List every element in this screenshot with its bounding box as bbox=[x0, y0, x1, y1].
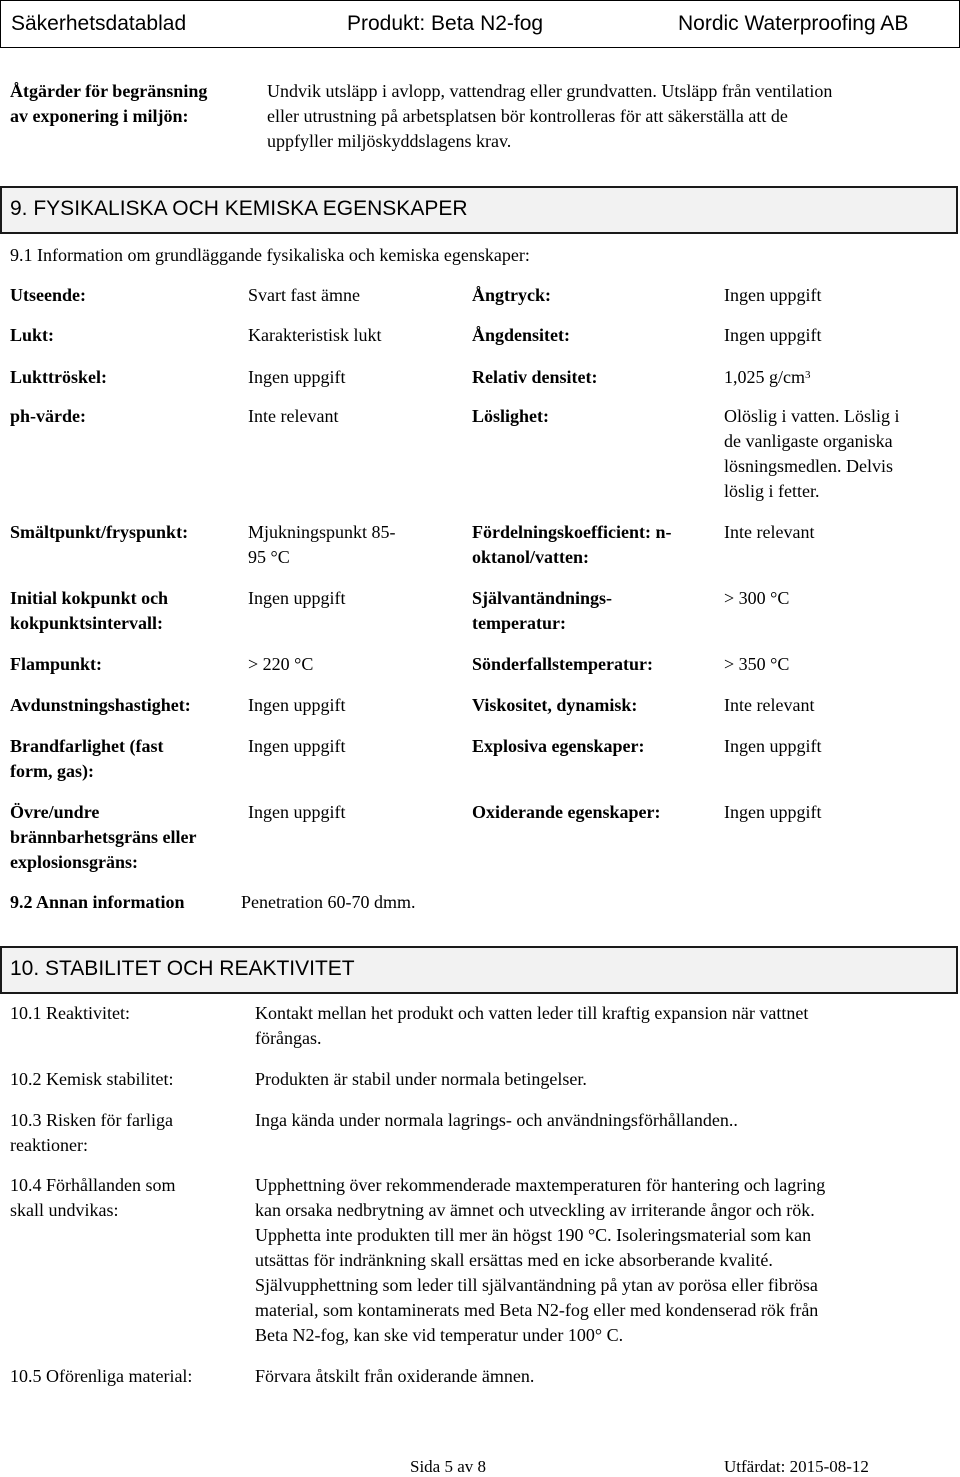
avdunstning-value: Ingen uppgift bbox=[248, 695, 346, 715]
reaktivitet-line-1: Kontakt mellan het produkt och vatten leder till kraftig expansion när vattnet bbox=[255, 1003, 809, 1023]
section-10-heading bbox=[0, 946, 958, 994]
forhallanden-line-4: utsättas för indränkning skall ersättas med en icke absorberande kvalité. bbox=[255, 1250, 773, 1270]
kokpunkt-label-2: kokpunktsintervall: bbox=[10, 613, 164, 633]
issued-date: Utfärdat: 2015-08-12 bbox=[724, 1457, 869, 1476]
smaltpunkt-value-2: 95 °C bbox=[248, 547, 290, 567]
ph-label: ph-värde: bbox=[10, 406, 86, 426]
viskositet-label: Viskositet, dynamisk: bbox=[472, 695, 638, 715]
forhallanden-line-3: Upphetta inte produkten till mer än högst 190 °C. Isoleringsmaterial som kan bbox=[255, 1225, 812, 1245]
oxiderande-label: Oxiderande egenskaper: bbox=[472, 802, 661, 822]
smaltpunkt-value-1: Mjukningspunkt 85- bbox=[248, 522, 396, 542]
brandfarlighet-label-1: Brandfarlighet (fast bbox=[10, 736, 164, 756]
relativ-densitet-value bbox=[724, 365, 811, 390]
angtryck-label: Ångtryck: bbox=[472, 285, 551, 305]
angdensitet-value: Ingen uppgift bbox=[724, 325, 822, 345]
loslighet-line-3: lösningsmedlen. Delvis bbox=[724, 456, 893, 476]
utseende-label: Utseende: bbox=[10, 285, 86, 305]
lukt-value: Karakteristisk lukt bbox=[248, 325, 382, 345]
reaktivitet-line-2: förångas. bbox=[255, 1028, 322, 1048]
lukt-label: Lukt: bbox=[10, 325, 55, 345]
viskositet-value: Inte relevant bbox=[724, 695, 815, 715]
page-header bbox=[0, 0, 960, 48]
brandfarlighet-value: Ingen uppgift bbox=[248, 736, 346, 756]
ovre-undre-value: Ingen uppgift bbox=[248, 802, 346, 822]
forhallanden-line-6: material, som kontaminerats med Beta N2-fog eller med kondenserad rök från bbox=[255, 1300, 819, 1320]
header-doc-type: Säkerhetsdatablad bbox=[11, 12, 187, 35]
env-label-2: av exponering i miljön: bbox=[10, 106, 189, 126]
angtryck-value: Ingen uppgift bbox=[724, 285, 822, 305]
explosiva-label: Explosiva egenskaper: bbox=[472, 736, 645, 756]
section-10-title: 10. STABILITET OCH REAKTIVITET bbox=[10, 957, 355, 980]
env-text-1: Undvik utsläpp i avlopp, vattendrag eller grundvatten. Utsläpp från ventilation bbox=[267, 81, 833, 101]
forhallanden-line-2: kan orsaka nedbrytning av ämnet och utveckling av irriterande ångor och rök. bbox=[255, 1200, 815, 1220]
section-9-heading bbox=[0, 186, 958, 234]
ovre-undre-label-1: Övre/undre bbox=[10, 802, 100, 822]
forhallanden-label-1: 10.4 Förhållanden som bbox=[10, 1175, 176, 1195]
risken-label-1: 10.3 Risken för farliga bbox=[10, 1110, 173, 1130]
flampunkt-value: > 220 °C bbox=[248, 654, 314, 674]
header-product: Produkt: Beta N2-fog bbox=[347, 12, 544, 35]
sjalvantandning-label-2: temperatur: bbox=[472, 613, 566, 633]
oforenliga-label: 10.5 Oförenliga material: bbox=[10, 1366, 193, 1386]
lukttroskel-value: Ingen uppgift bbox=[248, 367, 346, 387]
smaltpunkt-label: Smältpunkt/fryspunkt: bbox=[10, 522, 189, 542]
explosiva-value: Ingen uppgift bbox=[724, 736, 822, 756]
oforenliga-value: Förvara åtskilt från oxiderande ämnen. bbox=[255, 1366, 535, 1386]
brandfarlighet-label-2: form, gas): bbox=[10, 761, 94, 781]
ovre-undre-label-3: explosionsgräns: bbox=[10, 852, 139, 872]
avdunstning-label: Avdunstningshastighet: bbox=[10, 695, 191, 715]
kemisk-stabilitet-value: Produkten är stabil under normala betingelser. bbox=[255, 1069, 587, 1089]
section-9-1-subtitle: 9.1 Information om grundläggande fysikaliska och kemiska egenskaper: bbox=[10, 245, 530, 265]
relativ-densitet-label: Relativ densitet: bbox=[472, 367, 598, 387]
flampunkt-label: Flampunkt: bbox=[10, 654, 103, 674]
forhallanden-label-2: skall undvikas: bbox=[10, 1200, 119, 1220]
relativ-densitet-exponent: 3 bbox=[805, 369, 811, 381]
loslighet-line-4: löslig i fetter. bbox=[724, 481, 820, 501]
env-text-2: eller utrustning på arbetsplatsen bör kontrolleras för att säkerställa att de bbox=[267, 106, 788, 126]
risken-label-2: reaktioner: bbox=[10, 1135, 88, 1155]
relativ-densitet-number: 1,025 g/cm bbox=[724, 367, 805, 387]
ovre-undre-label-2: brännbarhetsgräns eller bbox=[10, 827, 197, 847]
section-9-title: 9. FYSIKALISKA OCH KEMISKA EGENSKAPER bbox=[10, 197, 468, 220]
sonderfall-label: Sönderfallstemperatur: bbox=[472, 654, 653, 674]
loslighet-label: Löslighet: bbox=[472, 406, 550, 426]
kokpunkt-label-1: Initial kokpunkt och bbox=[10, 588, 169, 608]
fordelning-label-1: Fördelningskoefficient: n- bbox=[472, 522, 672, 542]
reaktivitet-label: 10.1 Reaktivitet: bbox=[10, 1003, 130, 1023]
kemisk-stabilitet-label: 10.2 Kemisk stabilitet: bbox=[10, 1069, 174, 1089]
ph-value: Inte relevant bbox=[248, 406, 339, 426]
sjalvantandning-label-1: Självantändnings- bbox=[472, 588, 613, 608]
forhallanden-line-1: Upphettning över rekommenderade maxtemperaturen för hantering och lagring bbox=[255, 1175, 826, 1195]
env-label-1: Åtgärder för begränsning bbox=[10, 81, 208, 101]
annan-info-value: Penetration 60-70 dmm. bbox=[241, 892, 416, 912]
forhallanden-line-7: Beta N2-fog, kan ske vid temperatur under 100° C. bbox=[255, 1325, 624, 1345]
page-number: Sida 5 av 8 bbox=[410, 1457, 487, 1476]
oxiderande-value: Ingen uppgift bbox=[724, 802, 822, 822]
sjalvantandning-value: > 300 °C bbox=[724, 588, 790, 608]
loslighet-line-1: Olöslig i vatten. Löslig i bbox=[724, 406, 900, 426]
kokpunkt-value: Ingen uppgift bbox=[248, 588, 346, 608]
sonderfall-value: > 350 °C bbox=[724, 654, 790, 674]
loslighet-line-2: de vanligaste organiska bbox=[724, 431, 893, 451]
header-company: Nordic Waterproofing AB bbox=[678, 12, 909, 35]
forhallanden-line-5: Självupphettning som leder till självantändning på ytan av porösa eller fibrösa bbox=[255, 1275, 818, 1295]
fordelning-value: Inte relevant bbox=[724, 522, 815, 542]
annan-info-label: 9.2 Annan information bbox=[10, 892, 185, 912]
risken-value: Inga kända under normala lagrings- och användningsförhållanden.. bbox=[255, 1110, 738, 1130]
env-text-3: uppfyller miljöskyddslagens krav. bbox=[267, 131, 512, 151]
utseende-value: Svart fast ämne bbox=[248, 285, 360, 305]
lukttroskel-label: Lukttröskel: bbox=[10, 367, 108, 387]
angdensitet-label: Ångdensitet: bbox=[472, 325, 570, 345]
fordelning-label-2: oktanol/vatten: bbox=[472, 547, 589, 567]
